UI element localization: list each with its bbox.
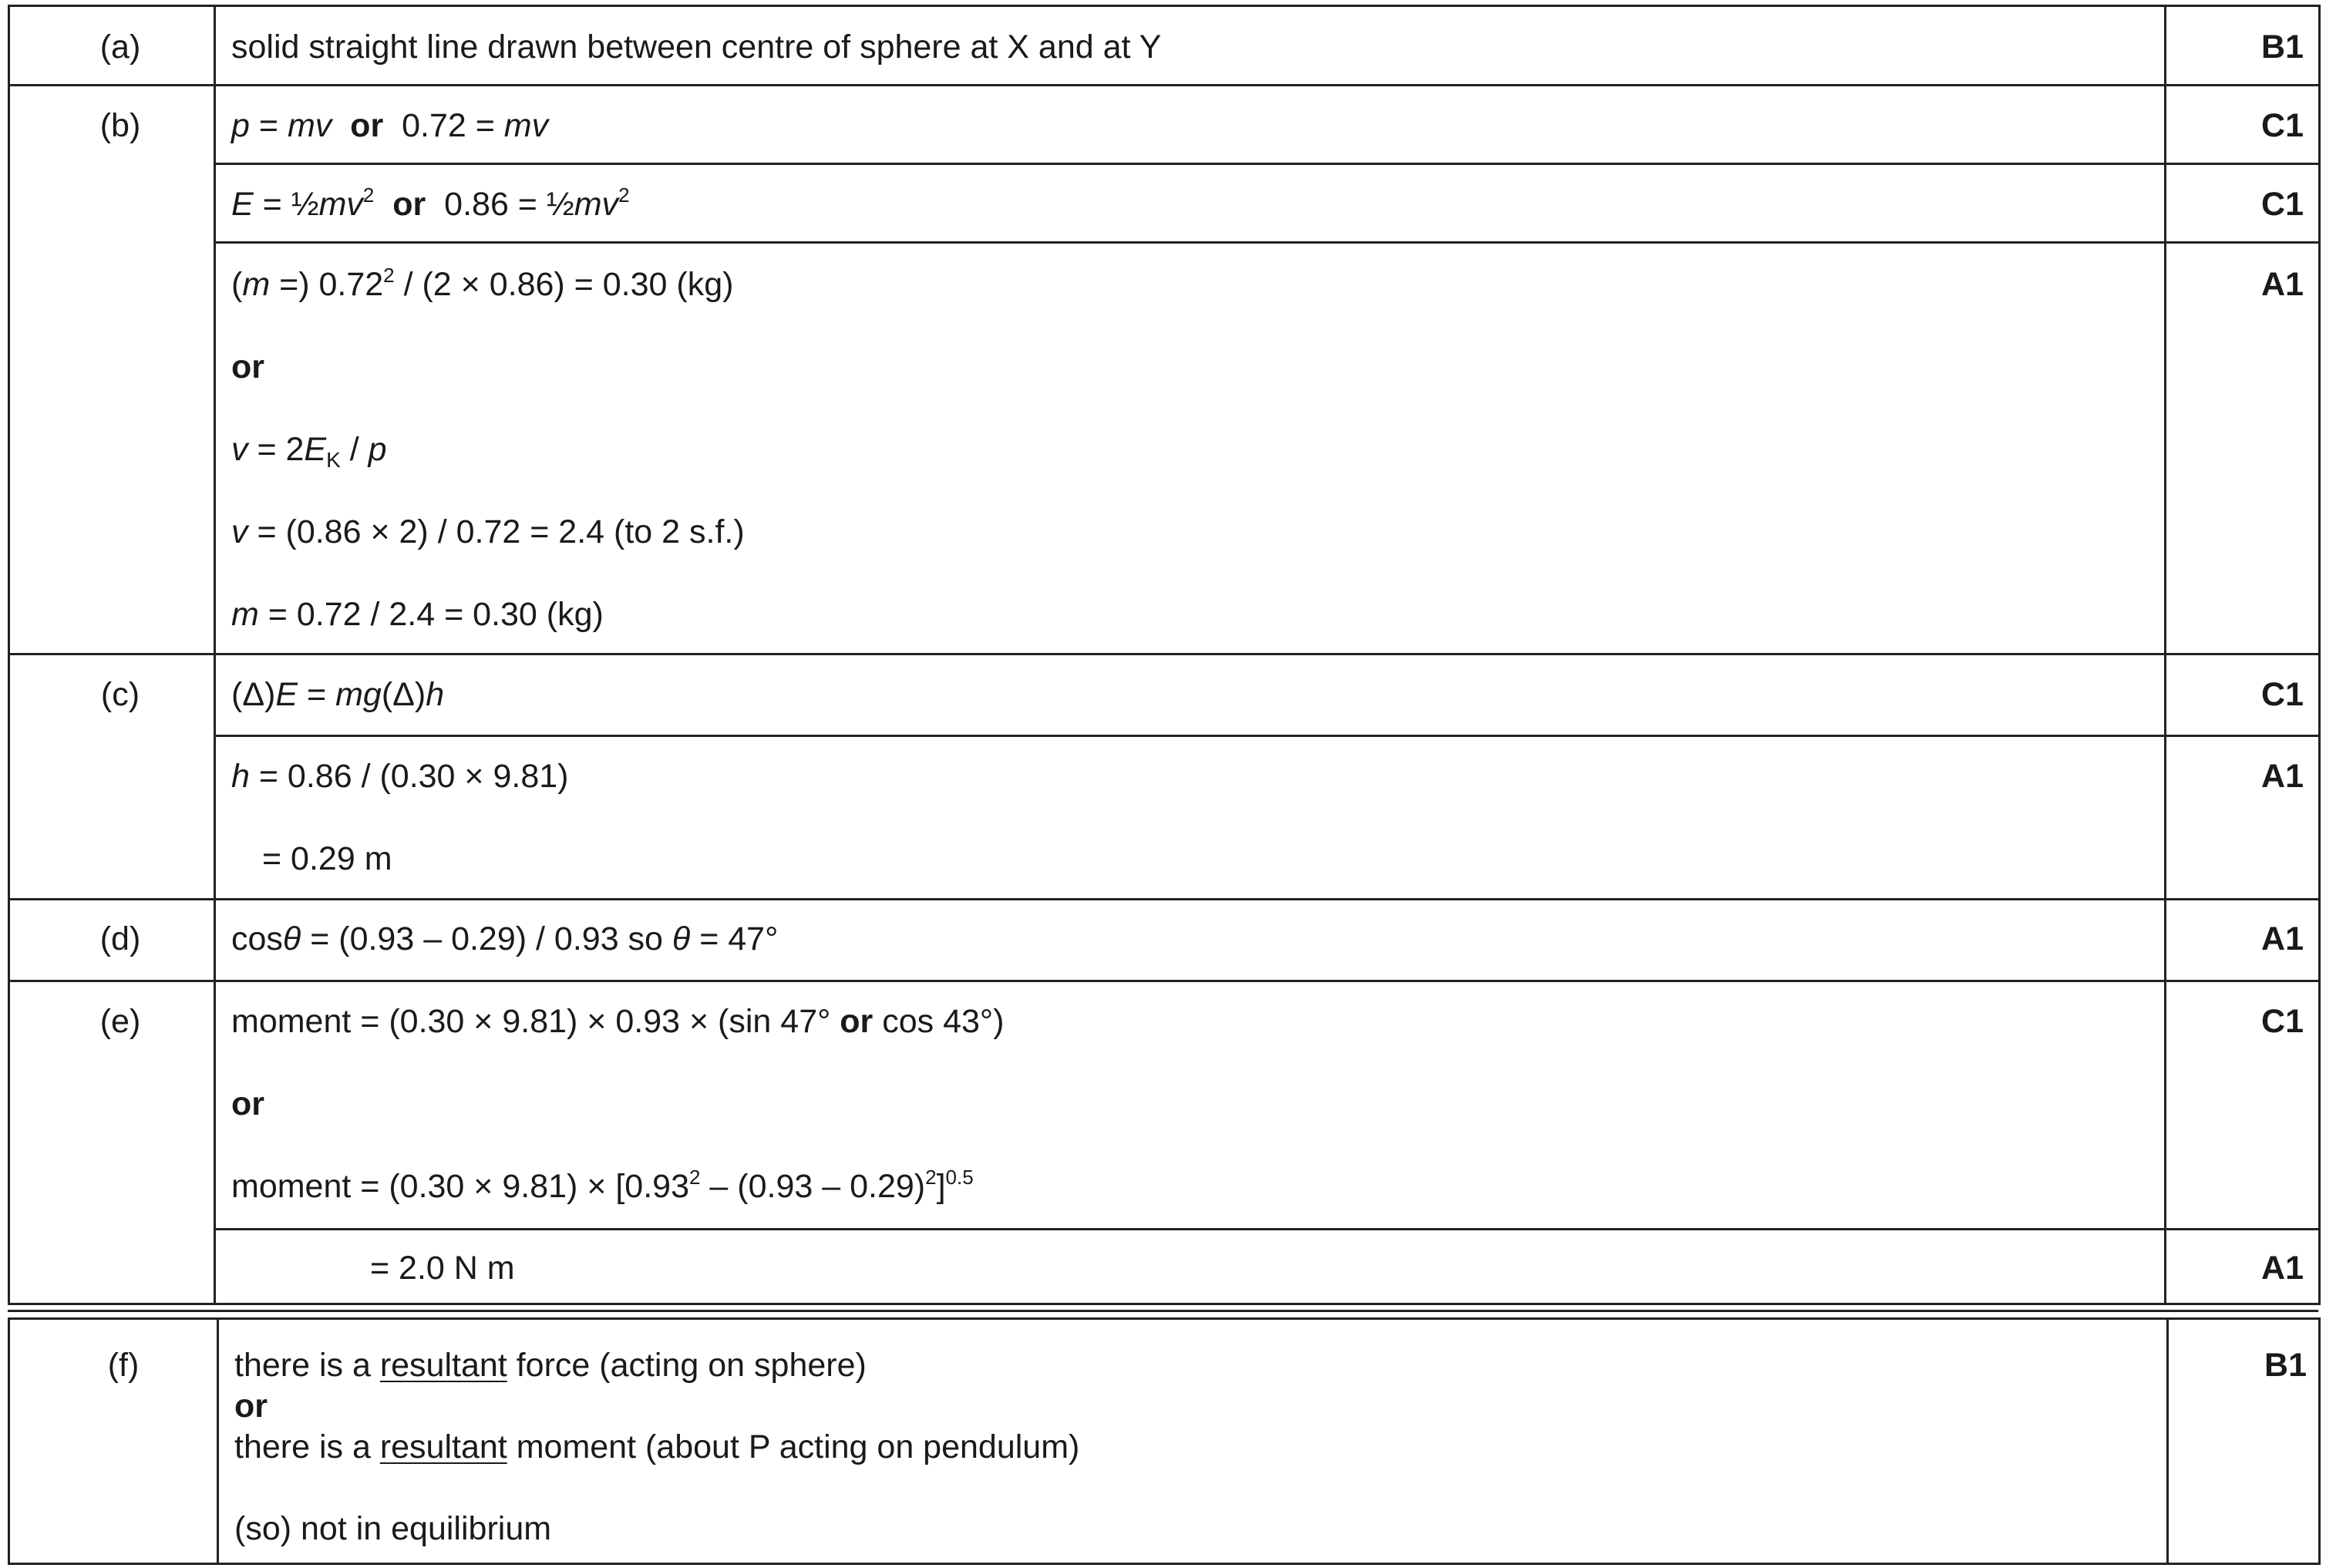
row-divider (214, 241, 2318, 244)
answer-c-line2: h = 0.86 / (0.30 × 9.81) (231, 758, 569, 795)
answer-e-line1: moment = (0.30 × 9.81) × 0.93 × (sin 47° or cos 43°) (231, 1003, 1005, 1040)
mark-c-1: C1 (2261, 676, 2304, 713)
part-label-a: (a) (99, 29, 141, 66)
answer-b-line5: v = (0.86 × 2) / 0.72 = 2.4 (to 2 s.f.) (231, 513, 745, 550)
row-divider (214, 735, 2318, 737)
row-divider (214, 1228, 2318, 1230)
mark-e-1: C1 (2261, 1003, 2304, 1040)
answer-b-line6: m = 0.72 / 2.4 = 0.30 (kg) (231, 596, 604, 633)
mark-b-2: C1 (2261, 186, 2304, 223)
answer-f-line3: (so) not in equilibrium (234, 1510, 552, 1547)
part-label-b: (b) (99, 107, 141, 144)
answer-f-line2: there is a resultant moment (about P acting on pendulum) (234, 1428, 1080, 1465)
answer-e-or: or (231, 1085, 264, 1122)
answer-c-line3: = 0.29 m (262, 840, 392, 877)
mark-c-2: A1 (2261, 758, 2304, 795)
mark-d: A1 (2261, 920, 2304, 957)
row-divider (10, 980, 2318, 982)
answer-b-line4: $v = 2E_K / p$ (231, 431, 387, 472)
mark-a: B1 (2261, 29, 2304, 66)
answer-b-line1: p = mv or 0.72 = mv (231, 107, 549, 144)
answer-f-or: or (234, 1388, 268, 1425)
row-divider (10, 653, 2318, 655)
answer-e-line2: moment = $(0.30 \times 9.81) \times [0.93^2 - (0.93 - 0.29)^2]^{0.5}$ (231, 1166, 974, 1205)
mark-b-3: A1 (2261, 266, 2304, 303)
part-label-d: (d) (99, 920, 141, 957)
answer-c-line1: (Δ)E = mg(Δ)h (231, 676, 445, 713)
answer-d: cosθ = (0.93 – 0.29) / 0.93 so θ = 47° (231, 920, 779, 957)
part-label-f: (f) (107, 1347, 140, 1384)
part-label-e: (e) (99, 1003, 141, 1040)
row-divider (214, 163, 2318, 165)
mark-b-1: C1 (2261, 107, 2304, 144)
row-divider (10, 898, 2318, 900)
section-separator (8, 1310, 2318, 1312)
answer-a: solid straight line drawn between centre of sphere at X and at Y (231, 29, 1162, 66)
mark-e-2: A1 (2261, 1250, 2304, 1287)
mark-f: B1 (2264, 1347, 2307, 1384)
answer-b-line3: (m =) 0.72$^2$ / (2 × 0.86) = 0.30 (kg) (231, 264, 734, 303)
answer-b-or: or (231, 348, 264, 385)
part-label-c: (c) (100, 676, 140, 713)
answer-f-line1: there is a resultant force (acting on sphere) (234, 1347, 867, 1384)
row-divider (10, 84, 2318, 86)
answer-b-line2: $E = \frac{1}{2}mv^2$ or $0.86 = \frac{1}{2}mv^2$ (231, 183, 630, 223)
answer-e-line3: = 2.0 N m (370, 1250, 515, 1287)
